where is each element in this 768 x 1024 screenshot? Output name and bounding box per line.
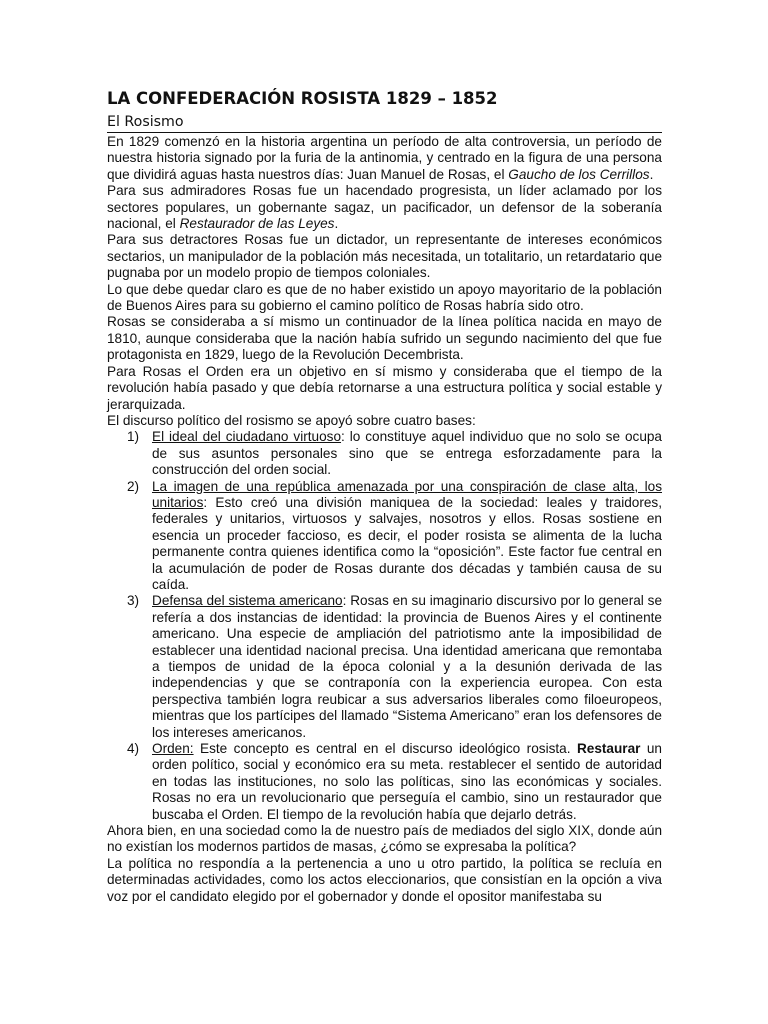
bold-word: Restaurar (576, 741, 641, 757)
document-title: LA CONFEDERACIÓN ROSISTA 1829 – 1852 (107, 89, 498, 108)
list-item-text: Este concepto es central en el discurso ideológico rosista. (193, 741, 577, 757)
italic-phrase: Gaucho de los Cerrillos (508, 166, 650, 182)
paragraph-order: Para Rosas el Orden era un objetivo en sí mismo y consideraba que el tiempo de la revolución había pasado y que debía retornarse a una estructura política y social estable y jerarquizada. (107, 363, 662, 412)
paragraph-support: Lo que debe quedar claro es que de no haber existido un apoyo mayoritario de la población de Buenos Aires para su gobierno el camino político de Rosas habría sido otro. (107, 281, 662, 314)
list-item-text: : lo constituye aquel individuo que no solo se ocupa de sus asuntos personales sino que se entrega esforzadamente para la construcción del orden social. (152, 429, 662, 478)
list-item-heading: La imagen de una república amenazada por una conspiración de clase alta, los unitarios (152, 478, 662, 510)
paragraph-end: . (649, 166, 654, 182)
list-item-number: 4) (127, 741, 140, 757)
list-item-heading: El ideal del ciudadano virtuoso (152, 429, 342, 445)
list-item-text: : Rosas en su imaginario discursivo por lo general se refería a dos instancias de identidad: la provincia de Buenos Aires y el continente americano. Una especie de ampliación del patriotismo ante la imposibilidad de establecer una identidad nacional precisa. Una identidad americana que remontaba a tiempos de unidad de la época colonial y a la desunión derivada de las independencias y que se contraponía con la experiencia europea. Con esta perspectiva también logra reubicar a sus adversarios liberales como filoeuropeos, mientras que los partícipes del llamado “Sistema Americano” eran los defensores de los intereses americanos. (152, 593, 663, 740)
list-item (107, 479, 662, 594)
paragraph-politics-answer: La política no respondía a la pertenencia a uno u otro partido, la política se recluía en determinadas actividades, como los actos eleccionarios, que consistían en la opción a viva voz por el candidato elegido por el gobernador y donde el opositor manifestaba su (107, 855, 662, 904)
list-item-number: 2) (127, 478, 140, 494)
section-subtitle: El Rosismo (107, 113, 662, 133)
paragraph-end: . (334, 216, 339, 232)
paragraph-bases-intro: El discurso político del rosismo se apoyó sobre cuatro bases: (107, 412, 476, 428)
paragraph-text: Para sus admiradores Rosas fue un hacendado progresista, un líder aclamado por los sectores populares, un gobernante sagaz, un pacificador, un defensor de la soberanía nacional, el (107, 183, 662, 232)
list-item-text-cont: un orden político, social y económico era su meta. restablecer el sentido de autoridad en todas las instituciones, no solo las políticas, sino las económicas y sociales. Rosas no era un revolucionario que perseguía el cambio, sino un restaurador que buscaba el Orden. El tiempo de la revolución había que dejarlo detrás. (152, 741, 662, 822)
bases-list (107, 429, 662, 823)
paragraph-admirers (107, 183, 662, 232)
list-item-number: 1) (127, 429, 140, 445)
list-item (107, 593, 662, 741)
list-item-heading: Orden: (152, 741, 194, 757)
list-item-heading: Defensa del sistema americano (152, 593, 343, 609)
paragraph-politics-question: Ahora bien, en una sociedad como la de nuestro país de mediados del siglo XIX, donde aún no existían los modernos partidos de masas, ¿cómo se expresaba la política? (107, 823, 662, 855)
paragraph-intro (107, 134, 662, 183)
paragraph-detractors: Para sus detractores Rosas fue un dictador, un representante de intereses económicos sectarios, un manipulador de la población más necesitada, un totalitario, un retardatario que pugnaba por un modelo propio de tiempos coloniales. (107, 232, 662, 281)
italic-phrase: Restaurador de las Leyes (179, 216, 335, 232)
paragraph-continuity: Rosas se consideraba a sí mismo un continuador de la línea política nacida en mayo de 1810, aunque consideraba que la nación había sufrido un segundo nacimiento del que fue protagonista en 1829, luego de la Revolución Decembrista. (107, 314, 662, 363)
document-body (107, 88, 662, 905)
list-item (107, 741, 662, 823)
paragraph-text: En 1829 comenzó en la historia argentina un período de alta controversia, un período de nuestra historia signado por la furia de la antinomia, y centrado en la figura de una persona que dividirá aguas hasta nuestros días: Juan Manuel de Rosas, el (107, 134, 662, 182)
list-item-number: 3) (127, 593, 140, 609)
list-item (107, 429, 662, 478)
list-item-text: : Esto creó una división maniquea de la sociedad: leales y traidores, federales y unitarios, virtuosos y salvajes, nosotros y ellos. Rosas sostiene en esencia un proceder faccioso, es decir, el poder rosista se alimenta de la lucha permanente contra quienes identifica como la “oposición”. Este factor fue central en la acumulación de poder de Rosas durante dos décadas y también causa de su caída. (152, 494, 662, 592)
